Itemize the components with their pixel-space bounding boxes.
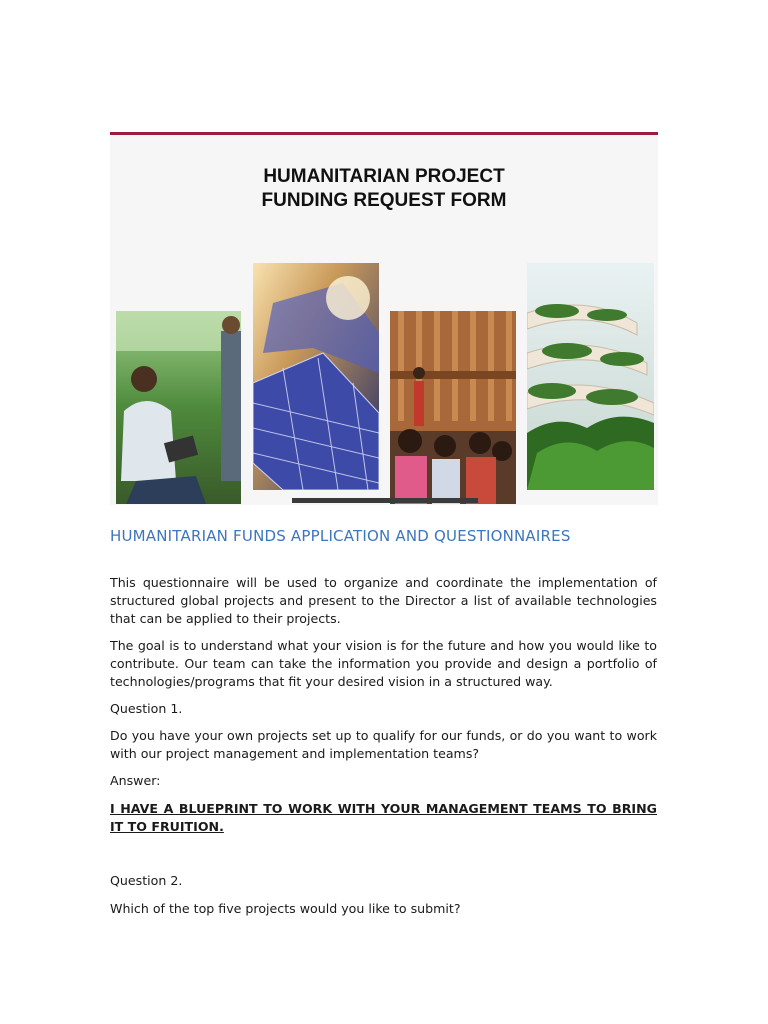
question-2-label: Question 2. <box>110 873 183 888</box>
question-2-text: Which of the top five projects would you like to submit? <box>110 901 461 916</box>
classroom-photo <box>390 311 516 504</box>
green-building-photo <box>527 263 654 490</box>
section-heading: HUMANITARIAN FUNDS APPLICATION AND QUESTIONNAIRES <box>110 527 571 545</box>
intro-paragraph-2: The goal is to understand what your vision is for the future and how you would like to contribute. Our team can take the information you provide and design a portfolio of technologies/programs that fit your desired vision in a structured way. <box>110 638 657 689</box>
question-1-text: Do you have your own projects set up to qualify for our funds, or do you want to work with our project management and implementation teams? <box>110 728 657 761</box>
answer-label: Answer: <box>110 773 161 788</box>
solar-panels-photo <box>253 263 379 490</box>
banner-title <box>110 165 658 213</box>
farmer-photo <box>116 311 241 504</box>
question-1-label: Question 1. <box>110 701 183 716</box>
carousel-indicator <box>292 498 478 503</box>
banner-title-line-2: FUNDING REQUEST FORM <box>261 190 507 211</box>
banner-title-line-1: HUMANITARIAN PROJECT <box>263 166 505 187</box>
header-banner <box>110 132 658 505</box>
answer-1-text: I HAVE A BLUEPRINT TO WORK WITH YOUR MANAGEMENT TEAMS TO BRING IT TO FRUITION. <box>110 801 657 834</box>
intro-paragraph-1: This questionnaire will be used to organize and coordinate the implementation of structured global projects and present to the Director a list of available technologies that can be applied to their projects. <box>110 575 657 626</box>
